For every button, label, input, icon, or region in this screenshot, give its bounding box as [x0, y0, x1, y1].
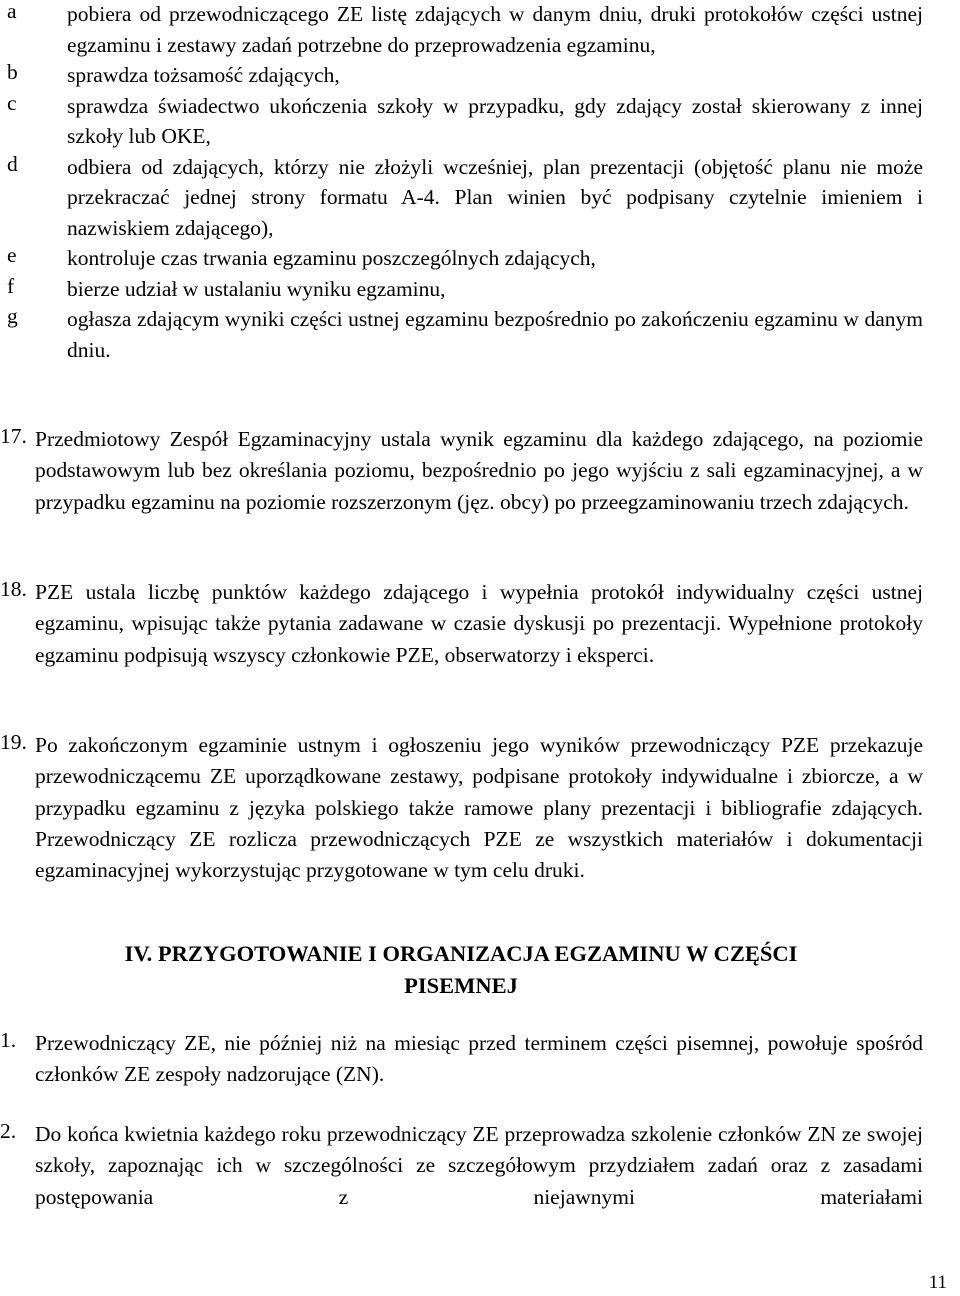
numbered-paragraph [0, 577, 960, 671]
numbered-paragraph [0, 730, 960, 886]
section-heading [0, 938, 922, 1002]
paragraph-text: Do końca kwietnia każdego roku przewodniczący ZE przeprowadza szkolenie członków ZN ze swojej szkoły, zapoznając ich w szczególności ze szczegółowym przydziałem zadań oraz z zasadami postępowania z niejawnymi materiałami [35, 1122, 923, 1209]
list-item [0, 304, 960, 365]
paragraph-text: Po zakończonym egzaminie ustnym i ogłoszeniu jego wyników przewodniczący PZE przekazuje przewodniczącemu ZE uporządkowane zestawy, podpisane protokoły indywidualne i zbiorcze, a w przypadku egzaminu z języka polskiego także ramowe plany prezentacji i bibliografie zdających. Przewodniczący ZE rozlicza przewodniczących PZE ze wszystkich materiałów i dokumentacji egzaminacyjnej wykorzystując przygotowane w tym celu druki. [35, 733, 923, 883]
list-item-letter: d [7, 151, 18, 176]
list-item-letter: a [7, 0, 17, 23]
numbered-paragraph [0, 1028, 960, 1091]
numbered-paragraph [0, 424, 960, 518]
list-item-text: odbiera od zdających, którzy nie złożyli wcześniej, plan prezentacji (objętość planu nie może przekraczać jednej strony formatu A-4. Plan winien być podpisany czytelnie imieniem i nazwiskiem zdającego), [67, 154, 923, 240]
list-item-text: pobiera od przewodniczącego ZE listę zdających w danym dniu, druki protokołów części ustnej egzaminu i zestawy zadań potrzebne do przeprowadzenia egzaminu, [67, 2, 923, 57]
list-item-letter: c [7, 90, 17, 115]
paragraph-number: 19. [0, 730, 27, 754]
paragraph-text: Przedmiotowy Zespół Egzaminacyjny ustala wynik egzaminu dla każdego zdającego, na poziomie podstawowym lub bez określania poziomu, bezpośrednio po jego wyjściu z sali egzaminacyjnej, a w przypadku egzaminu na poziomie rozszerzonym (jęz. obcy) po przeegzaminowaniu trzech zdających. [35, 427, 923, 514]
list-item [0, 152, 960, 244]
paragraph-text: Przewodniczący ZE, nie później niż na miesiąc przed terminem części pisemnej, powołuje spośród członków ZE zespoły nadzorujące (ZN). [35, 1031, 923, 1087]
list-item-text: bierze udział w ustalaniu wyniku egzaminu, [67, 276, 446, 301]
list-item-letter: f [7, 273, 15, 298]
paragraph-number: 18. [0, 577, 27, 601]
paragraph-number: 17. [0, 424, 27, 448]
list-item-text: sprawdza świadectwo ukończenia szkoły w przypadku, gdy zdający został skierowany z innej szkoły lub OKE, [67, 93, 923, 148]
list-item-text: kontroluje czas trwania egzaminu poszczególnych zdających, [67, 246, 596, 270]
numbered-paragraph [0, 1119, 960, 1213]
list-item-letter: b [7, 60, 18, 84]
list-item-text: sprawdza tożsamość zdających, [67, 63, 340, 87]
paragraph-text: PZE ustala liczbę punktów każdego zdającego i wypełnia protokół indywidualny części ustnej egzaminu, wpisując także pytania zadawane w czasie dyskusji po prezentacji. Wypełnione protokoły egzaminu podpisują wszyscy członkowie PZE, obserwatorzy i eksperci. [35, 580, 923, 667]
list-item [0, 274, 960, 305]
paragraph-number: 2. [0, 1119, 17, 1143]
list-item [0, 243, 960, 274]
list-item [0, 60, 960, 91]
section-heading-line: IV. PRZYGOTOWANIE I ORGANIZACJA EGZAMINU W CZĘŚCI [124, 941, 798, 966]
list-item-text: ogłasza zdającym wyniki części ustnej egzaminu bezpośrednio po zakończeniu egzaminu w danym dniu. [67, 307, 923, 362]
list-item [0, 0, 960, 60]
page-number: 11 [928, 1272, 947, 1293]
paragraph-number: 1. [0, 1028, 17, 1052]
section-heading-line: PISEMNEJ [404, 973, 518, 998]
list-item-letter: g [7, 304, 18, 328]
list-item [0, 91, 960, 152]
lettered-list [0, 0, 960, 365]
list-item-letter: e [7, 243, 17, 267]
